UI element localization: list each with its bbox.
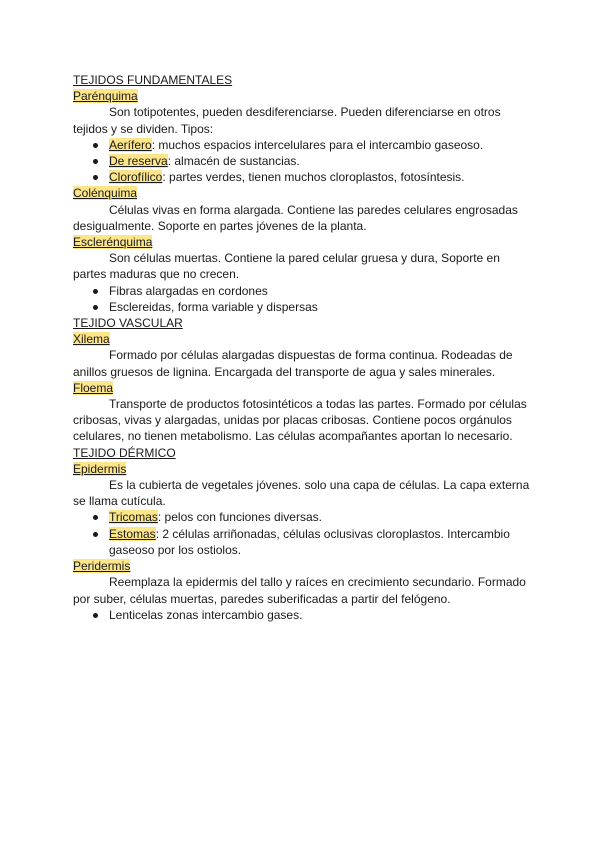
bullet-list — [73, 607, 533, 623]
list-item: Lenticelas zonas intercambio gases. — [109, 607, 533, 623]
item-description: : partes verdes, tienen muchos cloroplastos, fotosíntesis. — [162, 170, 465, 185]
list-item — [109, 137, 533, 153]
section-title: TEJIDOS FUNDAMENTALES — [73, 73, 233, 87]
highlighted-term: Xilema — [73, 332, 110, 347]
highlighted-term: Esclerénquima — [73, 235, 153, 250]
bullet-list — [73, 283, 533, 315]
highlighted-term: Estomas — [109, 526, 156, 541]
subsection-title — [73, 185, 533, 201]
highlighted-term: Floema — [73, 380, 114, 395]
item-description: : pelos con funciones diversas. — [157, 510, 322, 525]
paragraph: Reemplaza la epidermis del tallo y raíces en crecimiento secundario. Formado por suber, células muertas, paredes suberificadas a partir del felógeno. — [73, 575, 526, 606]
list-item: Esclereidas, forma variable y dispersas — [109, 299, 533, 315]
paragraph: Es la cubierta de vegetales jóvenes. solo una capa de células. La capa externa se llama cutícula. — [73, 478, 530, 509]
paragraph: Formado por células alargadas dispuestas de forma continua. Rodeadas de anillos gruesos de lignina. Encargada del transporte de agua y sales minerales. — [73, 348, 513, 379]
paragraph: Células vivas en forma alargada. Contiene las paredes celulares engrosadas desigualmente. Soporte en partes jóvenes de la planta. — [73, 202, 518, 233]
list-item: Fibras alargadas en cordones — [109, 283, 533, 299]
highlighted-term: Parénquima — [73, 89, 138, 104]
list-item — [109, 153, 533, 169]
document-body — [73, 72, 533, 623]
item-description: : muchos espacios intercelulares para el intercambio gaseoso. — [151, 137, 484, 152]
highlighted-term: De reserva — [109, 154, 168, 169]
section-title: TEJIDO VASCULAR — [73, 316, 183, 331]
bullet-list — [73, 137, 533, 186]
subsection-title — [73, 88, 533, 104]
list-item — [109, 509, 533, 525]
highlighted-term: Peridermis — [73, 559, 131, 574]
highlighted-term: Epidermis — [73, 461, 127, 476]
highlighted-term: Colénquima — [73, 186, 138, 201]
highlighted-term: Clorofílico — [109, 170, 163, 185]
highlighted-term: Aerífero — [109, 137, 152, 152]
paragraph: Son células muertas. Contiene la pared celular gruesa y dura, Soporte en partes maduras que no crecen. — [73, 251, 500, 282]
subsection-title — [73, 331, 533, 347]
paragraph: Son totipotentes, pueden desdiferenciarse. Pueden diferenciarse en otros tejidos y se dividen. Tipos: — [73, 105, 501, 136]
list-item — [109, 526, 533, 558]
subsection-title — [73, 558, 533, 574]
section-title: TEJIDO DÉRMICO — [73, 445, 176, 460]
highlighted-term: Tricomas — [109, 510, 158, 525]
subsection-title — [73, 380, 533, 396]
subsection-title — [73, 234, 533, 250]
subsection-title — [73, 461, 533, 477]
bullet-list — [73, 509, 533, 558]
item-description: : almacén de sustancias. — [167, 154, 300, 169]
item-description: : 2 células arriñonadas, células oclusivas cloroplastos. Intercambio gaseoso por los ostiolos. — [109, 526, 510, 557]
paragraph: Transporte de productos fotosintéticos a todas las partes. Formado por células cribosas, vivas y alargadas, unidas por placas cribosas. Contiene pocos orgánulos celulares, no tienen metabolismo. Las células acompañantes aportan lo necesario. — [73, 397, 527, 444]
list-item — [109, 169, 533, 185]
